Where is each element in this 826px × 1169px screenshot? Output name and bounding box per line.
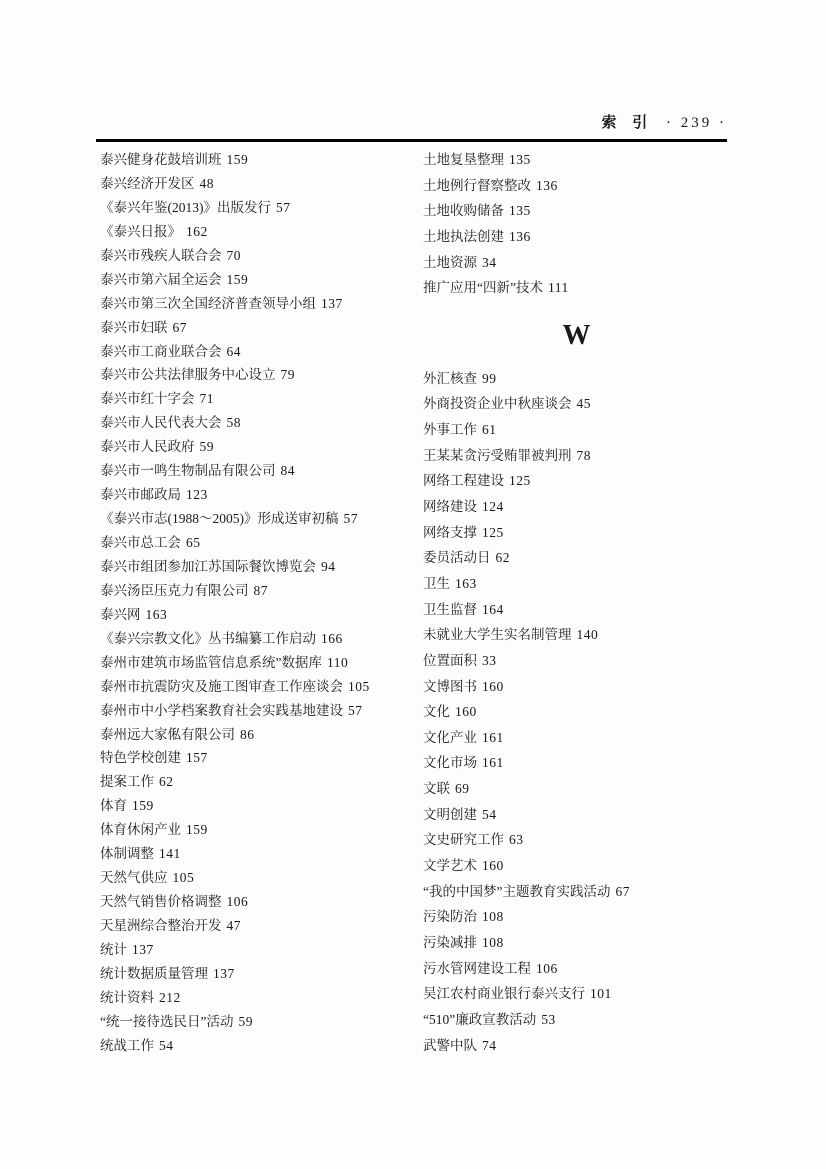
entry-page-number: 57 (348, 702, 363, 718)
entry-page-number: 161 (482, 755, 504, 771)
entry-term: 泰州市抗震防灾及施工图审查工作座谈会 (100, 678, 343, 694)
entry-page-number: 62 (495, 550, 510, 566)
entry-page-number: 159 (226, 271, 249, 287)
index-entry (100, 1013, 415, 1037)
entry-term: 污水管网建设工程 (423, 960, 531, 976)
entry-term: 武警中队 (423, 1037, 477, 1053)
entry-page-number: 70 (226, 247, 241, 263)
index-entry (423, 831, 730, 857)
index-entry (423, 177, 730, 203)
entry-page-number: 94 (321, 558, 336, 574)
entry-term: 文化市场 (423, 755, 477, 771)
entry-term: 泰兴市总工会 (100, 535, 181, 550)
index-entry (423, 960, 730, 986)
entry-term: 泰兴市人民代表大会 (100, 415, 222, 431)
index-entry (100, 175, 415, 199)
entry-term: “510”廉政宣教活动 (423, 1011, 537, 1027)
entry-page-number: 141 (159, 846, 181, 862)
index-entry (423, 780, 730, 806)
index-entry (100, 797, 415, 821)
index-entry (100, 941, 415, 965)
index-entry (100, 702, 415, 726)
entry-page-number: 137 (213, 965, 235, 981)
entry-page-number: 163 (145, 606, 168, 622)
entry-term: 泰兴经济开发区 (100, 175, 195, 191)
entry-term: 王某某贪污受贿罪被判刑 (423, 447, 572, 463)
entry-page-number: 106 (536, 960, 558, 976)
entry-term: 外事工作 (423, 422, 477, 438)
entry-page-number: 161 (482, 729, 504, 745)
index-entry (100, 845, 415, 869)
index-entry (100, 606, 415, 630)
entry-page-number: 63 (509, 832, 524, 848)
index-entry (423, 601, 730, 627)
index-entry (423, 370, 730, 396)
entry-page-number: 65 (186, 535, 201, 550)
entry-term: 卫生监督 (423, 601, 477, 617)
index-entry (100, 223, 415, 247)
index-entry (423, 857, 730, 883)
entry-term: 特色学校创建 (100, 750, 181, 766)
entry-term: 文博图书 (423, 678, 477, 694)
entry-term: 统计数据质量管理 (100, 965, 208, 981)
entry-term: 文化 (423, 704, 450, 720)
index-entry (423, 729, 730, 755)
left-column (100, 151, 415, 1061)
entry-term: 污染减排 (423, 934, 477, 950)
entry-page-number: 74 (482, 1037, 497, 1053)
header-page-number: · 239 · (666, 115, 727, 131)
entry-term: 提案工作 (100, 774, 154, 790)
index-entry (100, 199, 415, 223)
entry-page-number: 59 (238, 1013, 253, 1029)
entry-page-number: 111 (547, 280, 569, 296)
index-entry (423, 806, 730, 832)
entry-page-number: 110 (327, 654, 349, 670)
entry-page-number: 71 (199, 391, 214, 407)
entry-term: 统计 (100, 941, 127, 957)
entry-page-number: 105 (172, 870, 195, 886)
index-entry (423, 626, 730, 652)
entry-term: 体育 (100, 798, 127, 814)
index-entry (423, 703, 730, 729)
section-letter-heading: W (562, 319, 591, 351)
index-entry (423, 395, 730, 421)
entry-page-number: 79 (280, 367, 295, 383)
entry-page-number: 62 (159, 774, 174, 790)
entry-term: 天然气销售价格调整 (100, 894, 222, 910)
entry-page-number: 123 (186, 487, 208, 503)
entry-page-number: 67 (172, 319, 187, 335)
entry-term: 污染防治 (423, 909, 477, 925)
index-entry (100, 319, 415, 343)
entry-term: “我的中国梦”主题教育实践活动 (423, 883, 611, 899)
index-entry (423, 883, 730, 909)
entry-term: 泰兴市邮政局 (100, 487, 181, 503)
entry-term: 泰兴健身花鼓培训班 (100, 152, 222, 167)
index-entry (100, 726, 415, 750)
entry-page-number: 160 (482, 858, 504, 874)
entry-term: 土地收购储备 (423, 203, 504, 219)
entry-term: 位置面积 (423, 652, 477, 668)
index-entry (423, 652, 730, 678)
entry-page-number: 159 (186, 822, 208, 838)
entry-term: 统计资料 (100, 989, 154, 1005)
entry-term: 土地执法创建 (423, 228, 504, 244)
entry-term: 未就业大学生实名制管理 (423, 627, 572, 643)
entry-term: 泰兴市红十字会 (100, 391, 195, 407)
entry-term: 泰兴市公共法律服务中心设立 (100, 367, 276, 383)
right-column-w-entries (423, 370, 730, 1062)
entry-term: 泰兴汤臣压克力有限公司 (100, 582, 249, 598)
index-entry (423, 524, 730, 550)
index-entry (423, 549, 730, 575)
entry-term: 土地例行督察整改 (423, 177, 531, 193)
index-entry (100, 343, 415, 367)
entry-page-number: 54 (159, 1037, 174, 1053)
entry-page-number: 108 (482, 934, 504, 950)
index-entry (100, 462, 415, 486)
index-entry (100, 558, 415, 582)
index-entry (100, 414, 415, 438)
entry-page-number: 135 (509, 203, 531, 219)
entry-page-number: 69 (455, 781, 470, 797)
entry-term: 体育休闲产业 (100, 822, 181, 838)
entry-page-number: 137 (321, 295, 343, 311)
page-header (601, 111, 727, 132)
index-entry (423, 575, 730, 601)
index-entry (100, 965, 415, 989)
index-entry (100, 654, 415, 678)
entry-term: 网络建设 (423, 499, 477, 515)
entry-term: 推广应用“四新”技术 (423, 280, 543, 296)
entry-page-number: 34 (482, 254, 497, 270)
entry-term: 体制调整 (100, 846, 154, 862)
entry-term: 土地资源 (423, 254, 477, 270)
entry-term: 泰州市中小学档案教育社会实践基地建设 (100, 702, 343, 718)
right-column (423, 151, 730, 1062)
index-entry (423, 985, 730, 1011)
entry-page-number: 78 (576, 447, 591, 463)
index-entry (100, 917, 415, 941)
entry-term: 《泰兴宗教文化》丛书编纂工作启动 (100, 630, 316, 646)
entry-term: 文学艺术 (423, 858, 477, 874)
entry-page-number: 160 (482, 678, 504, 694)
index-entry (100, 869, 415, 893)
entry-term: 泰兴市第六届全运会 (100, 271, 222, 287)
index-entry (423, 678, 730, 704)
entry-term: 天星洲综合整治开发 (100, 918, 222, 933)
entry-term: 泰兴市妇联 (100, 319, 168, 335)
entry-term: 泰兴市人民政府 (100, 439, 195, 455)
index-entry (423, 151, 730, 177)
index-entry (423, 1037, 730, 1063)
entry-page-number: 59 (199, 439, 214, 455)
index-entry (423, 228, 730, 254)
entry-term: 文明创建 (423, 806, 477, 822)
entry-page-number: 106 (226, 894, 249, 910)
entry-term: 委员活动日 (423, 550, 491, 566)
entry-page-number: 54 (482, 806, 497, 822)
entry-page-number: 136 (536, 177, 558, 193)
index-entry (423, 934, 730, 960)
entry-term: 泰兴市残疾人联合会 (100, 247, 222, 263)
entry-page-number: 47 (226, 918, 241, 933)
entry-term: 统战工作 (100, 1037, 154, 1053)
index-entry (100, 893, 415, 917)
entry-term: 泰州市建筑市场监管信息系统”数据库 (100, 654, 322, 670)
entry-page-number: 135 (509, 152, 531, 167)
header-rule-divider (96, 139, 727, 142)
entry-page-number: 61 (482, 422, 497, 438)
entry-page-number: 157 (186, 750, 208, 766)
entry-term: 泰兴网 (100, 606, 141, 622)
entry-term: 网络工程建设 (423, 473, 504, 489)
entry-page-number: 124 (482, 499, 504, 515)
entry-page-number: 212 (159, 989, 181, 1005)
entry-page-number: 105 (348, 678, 370, 694)
index-entry (423, 254, 730, 280)
entry-page-number: 162 (186, 223, 208, 239)
index-entry (423, 447, 730, 473)
entry-page-number: 108 (482, 909, 504, 925)
entry-term: 《泰兴年鉴(2013)》出版发行 (100, 199, 271, 215)
index-entry (100, 989, 415, 1013)
entry-term: 泰兴市第三次全国经济普查领导小组 (100, 295, 316, 311)
index-entry (100, 247, 415, 271)
entry-page-number: 87 (253, 582, 268, 598)
entry-page-number: 125 (482, 524, 504, 540)
entry-page-number: 159 (132, 798, 154, 814)
index-entry (100, 821, 415, 845)
index-entry (423, 421, 730, 447)
index-entry (100, 749, 415, 773)
entry-term: 外商投资企业中秋座谈会 (423, 396, 572, 412)
entry-term: 文联 (423, 781, 450, 797)
entry-page-number: 140 (576, 627, 599, 643)
index-entry (100, 438, 415, 462)
index-entry (100, 630, 415, 654)
entry-term: 天然气供应 (100, 870, 168, 886)
entry-term: 卫生 (423, 575, 450, 591)
entry-page-number: 57 (276, 199, 291, 215)
index-entry (100, 390, 415, 414)
index-entry (100, 678, 415, 702)
entry-term: 文化产业 (423, 729, 477, 745)
entry-page-number: 160 (455, 704, 477, 720)
entry-page-number: 64 (226, 343, 241, 359)
entry-page-number: 163 (455, 575, 477, 591)
entry-term: 《泰兴市志(1988～2005)》形成送审初稿 (100, 511, 339, 527)
index-entry (100, 510, 415, 534)
entry-term: 外汇核查 (423, 370, 477, 386)
entry-page-number: 57 (343, 511, 358, 527)
index-entry (423, 472, 730, 498)
entry-page-number: 159 (226, 152, 249, 167)
index-entry (100, 486, 415, 510)
index-entry (100, 271, 415, 295)
entry-term: 网络支撑 (423, 524, 477, 540)
entry-page-number: 33 (482, 652, 497, 668)
entry-page-number: 48 (199, 175, 214, 191)
index-entry (423, 498, 730, 524)
entry-term: 泰兴市工商业联合会 (100, 343, 222, 359)
index-entry (423, 754, 730, 780)
index-entry (423, 279, 730, 305)
entry-term: 《泰兴日报》 (100, 223, 181, 239)
entry-page-number: 166 (321, 630, 343, 646)
entry-term: 土地复垦整理 (423, 152, 504, 167)
entry-term: 吴江农村商业银行泰兴支行 (423, 986, 585, 1002)
index-entry (100, 582, 415, 606)
entry-term: “统一接待选民日”活动 (100, 1013, 234, 1029)
entry-term: 泰兴市组团参加江苏国际餐饮博览会 (100, 558, 316, 574)
entry-term: 泰兴市一鸣生物制品有限公司 (100, 463, 276, 479)
entry-page-number: 101 (590, 986, 612, 1002)
index-entry (100, 151, 415, 175)
index-entry (100, 295, 415, 319)
entry-page-number: 67 (615, 883, 630, 899)
entry-page-number: 99 (482, 370, 497, 386)
entry-page-number: 58 (226, 415, 241, 431)
index-entry (100, 773, 415, 797)
entry-page-number: 136 (509, 228, 531, 244)
entry-page-number: 53 (541, 1011, 556, 1027)
entry-page-number: 137 (132, 941, 154, 957)
index-entry (423, 1011, 730, 1037)
header-index-title: 索 引 (601, 115, 654, 131)
entry-page-number: 125 (509, 473, 531, 489)
index-entry (100, 366, 415, 390)
entry-page-number: 84 (280, 463, 295, 479)
entry-page-number: 86 (240, 726, 255, 742)
entry-page-number: 45 (576, 396, 591, 412)
index-entry (100, 1037, 415, 1061)
entry-page-number: 164 (482, 601, 504, 617)
index-entry (100, 534, 415, 558)
index-entry (423, 202, 730, 228)
entry-term: 泰州远大家俬有限公司 (100, 726, 235, 742)
index-entry (423, 908, 730, 934)
entry-term: 文史研究工作 (423, 832, 504, 848)
right-column-top-entries (423, 151, 730, 305)
